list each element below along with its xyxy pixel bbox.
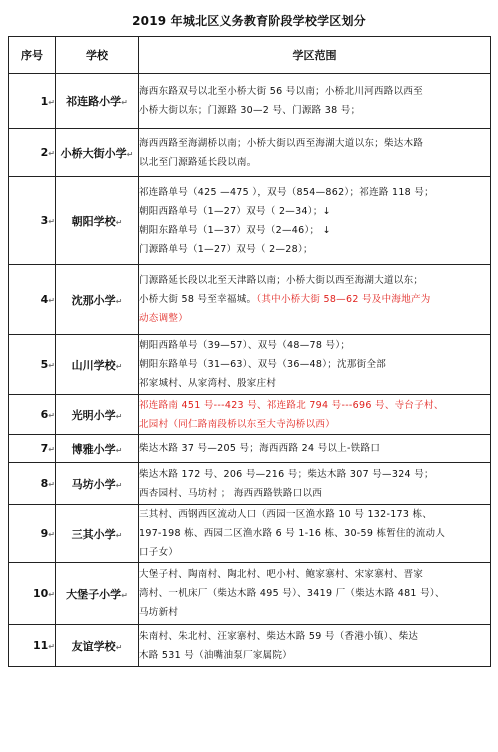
paragraph-mark: ↵: [115, 411, 123, 421]
range-line-text: 口子女）: [139, 547, 179, 558]
range-line: [139, 290, 490, 309]
paragraph-mark: ↵: [115, 480, 123, 490]
range-line-text: 柴达木路 37 号—205 号；海西西路 24 号以上-铁路口: [139, 443, 381, 454]
range-line: [139, 465, 490, 484]
school-name-text: 朝阳学校: [71, 214, 116, 228]
range-line-text: 三其村、西钢西区流动人口（西园一区渔水路 10 号 132-173 栋、: [139, 509, 433, 520]
paragraph-mark: ↵: [48, 480, 55, 489]
row-number: [9, 435, 56, 463]
range-line-text: 朝阳西路单号（39—57）、双号（48—78 号）；: [139, 340, 351, 351]
range-line: [139, 565, 490, 584]
range-line: [139, 82, 490, 101]
row-number-text: 1: [40, 94, 49, 108]
school-name-text: 小桥大街小学: [60, 146, 127, 160]
row-number-text: 5: [40, 358, 49, 371]
school-name: [56, 265, 139, 335]
row-number-text: 4: [40, 293, 49, 306]
district-range: [139, 463, 491, 505]
range-line: [139, 271, 490, 290]
school-name-text: 山川学校: [71, 358, 116, 372]
paragraph-mark: ↵: [48, 411, 55, 420]
row-number-text: 10: [32, 587, 49, 600]
range-line-text: 小桥大街以东；门源路 30—2 号、门源路 38 号；: [139, 105, 361, 116]
range-line: [139, 240, 490, 259]
district-range: [139, 177, 491, 265]
row-number: [9, 177, 56, 265]
row-number-text: 11: [32, 639, 49, 652]
range-line-text: 海西东路双号以北至小桥大街 56 号以南；小桥北川河西路以西至: [139, 86, 423, 97]
row-number: [9, 395, 56, 435]
range-line-text: 朝阳东路单号（1—37）双号（2—46）； ↓: [139, 224, 331, 236]
row-number-text: 7: [40, 442, 49, 455]
school-name-text: 友谊学校: [71, 639, 116, 653]
range-line-text: 祁连路南 451 号---423 号、祁连路北 794 号---696 号、寺台子村、: [139, 399, 444, 411]
range-line: [139, 336, 490, 355]
table-header-row: [9, 37, 491, 74]
range-line-text: 木路 531 号（油嘴油泵厂家属院）: [139, 649, 293, 661]
school-name-text: 光明小学: [71, 408, 116, 422]
range-line: [139, 415, 490, 434]
school-name-text: 大堡子小学: [66, 587, 122, 601]
paragraph-mark: ↵: [115, 361, 123, 371]
row-number: [9, 505, 56, 563]
range-line: [139, 543, 490, 562]
paragraph-mark: ↵: [115, 296, 123, 306]
paragraph-mark: ↵: [48, 445, 55, 454]
table-row: [9, 129, 491, 177]
range-line: [139, 396, 490, 415]
school-name: [56, 563, 139, 625]
row-number: [9, 74, 56, 129]
table-row: [9, 265, 491, 335]
range-line-text: 海西西路至海湖桥以南；小桥大街以西至海湖大道以东；柴达木路: [139, 137, 424, 149]
district-range: [139, 129, 491, 177]
table-row: [9, 74, 491, 129]
range-line-text: 门源路延长段以北至天津路以南；小桥大街以西至海湖大道以东；: [139, 275, 424, 286]
table-body: [9, 74, 491, 667]
range-line-text: 祁家城村、从家湾村、殷家庄村: [139, 378, 277, 389]
school-name: [56, 129, 139, 177]
district-range: [139, 625, 491, 667]
range-line-text: 湾村、一机床厂（柴达木路 495 号）、3419 厂（柴达木路 481 号）、: [139, 588, 445, 599]
school-name-text: 三其小学: [71, 527, 116, 541]
range-line: [139, 183, 490, 202]
range-line: [139, 484, 490, 503]
row-number-text: 2: [40, 146, 49, 159]
paragraph-mark: ↵: [48, 361, 55, 370]
paragraph-mark: ↵: [48, 217, 55, 226]
row-number-text: 6: [40, 408, 49, 421]
paragraph-mark: ↵: [115, 530, 123, 540]
paragraph-mark: ↵: [48, 149, 55, 158]
range-line-text: 朝阳西路单号（1—27）双号（ 2—34）；↓: [139, 205, 331, 217]
range-line-text: 柴达木路 172 号、206 号—216 号；柴达木路 307 号—324 号；: [139, 468, 434, 480]
paragraph-mark: ↵: [115, 217, 123, 227]
range-line: [139, 439, 490, 458]
range-line: [139, 627, 490, 646]
district-range: [139, 335, 491, 395]
range-line: [139, 221, 490, 240]
header-num: 序号: [9, 37, 56, 74]
range-line-text: 马坊新村: [139, 607, 179, 618]
paragraph-mark: ↵: [48, 97, 55, 107]
range-line-text: 祁连路单号（425 —475 ），双号（854—862）；祁连路 118 号；: [139, 186, 434, 198]
table-row: [9, 625, 491, 667]
school-name: [56, 177, 139, 265]
row-number-text: 8: [40, 477, 49, 490]
paragraph-mark: ↵: [126, 149, 134, 159]
range-line-text: 小桥大街 58 号至幸福城。: [139, 294, 257, 305]
range-line-text: 朱南村、朱北村、汪家寨村、柴达木路 59 号（香港小镇）、柴达: [139, 630, 419, 642]
paragraph-mark: ↵: [121, 590, 128, 600]
page-title: 2019 年城北区义务教育阶段学校学区划分: [132, 14, 366, 28]
table-row: [9, 395, 491, 435]
school-name: [56, 463, 139, 505]
table-row: [9, 435, 491, 463]
district-range: [139, 265, 491, 335]
school-name: [56, 74, 139, 129]
range-line: [139, 374, 490, 393]
table-row: [9, 335, 491, 395]
row-number: [9, 463, 56, 505]
row-number: [9, 265, 56, 335]
school-name-text: 马坊小学: [71, 477, 116, 491]
school-name-text: 祁连路小学: [66, 95, 122, 108]
row-number: [9, 129, 56, 177]
school-name-text: 沈那小学: [71, 293, 116, 307]
range-line-text: 197-198 栋、西园二区渔水路 6 号 1-16 栋、30-59 栋暂住的流动人: [139, 528, 446, 539]
paragraph-mark: ↵: [48, 590, 55, 599]
range-line: [139, 646, 490, 665]
district-range: [139, 505, 491, 563]
table-row: [9, 463, 491, 505]
range-line: [139, 584, 490, 603]
paragraph-mark: ↵: [115, 642, 123, 652]
row-number: [9, 625, 56, 667]
school-name: [56, 395, 139, 435]
range-line-text: 西杏园村、马坊村 ； 海西西路铁路口以西: [139, 487, 323, 499]
school-name: [56, 435, 139, 463]
range-line: [139, 603, 490, 622]
row-number: [9, 563, 56, 625]
row-number: [9, 335, 56, 395]
range-line: [139, 524, 490, 543]
paragraph-mark: ↵: [115, 445, 123, 455]
table-row: [9, 563, 491, 625]
range-line-text: 以北至门源路延长段以南。: [139, 156, 257, 168]
school-name-text: 博雅小学: [71, 442, 116, 456]
range-line: [139, 202, 490, 221]
range-line-text: 门源路单号（1—27）双号（ 2—28）；: [139, 243, 313, 255]
district-table: [8, 36, 491, 667]
range-line: [139, 101, 490, 120]
row-number-text: 9: [40, 527, 49, 540]
range-red-note: （其中小桥大街 58—62 号及中海地产为: [256, 294, 431, 305]
range-red-line: 动态调整）: [139, 313, 189, 324]
table-row: [9, 177, 491, 265]
paragraph-mark: ↵: [121, 98, 128, 107]
range-line: [139, 505, 490, 524]
district-range: [139, 395, 491, 435]
district-range: [139, 563, 491, 625]
header-school: 学校: [56, 37, 139, 74]
table-row: [9, 505, 491, 563]
district-range: [139, 74, 491, 129]
row-number-text: 3: [40, 214, 49, 227]
range-line-text: 大堡子村、陶南村、陶北村、吧小村、鲍家寨村、宋家寨村、晋家: [139, 569, 424, 580]
range-line: [139, 153, 490, 172]
school-name: [56, 625, 139, 667]
paragraph-mark: ↵: [48, 296, 55, 305]
school-name: [56, 505, 139, 563]
range-line-text: 北园村（同仁路南段桥以东至大寺沟桥以西）: [139, 418, 336, 430]
school-name: [56, 335, 139, 395]
paragraph-mark: ↵: [48, 642, 55, 651]
paragraph-mark: ↵: [48, 530, 55, 539]
range-line: [139, 355, 490, 374]
range-line-text: 朝阳东路单号（31—63）、双号（36—48）；沈那街全部: [139, 359, 387, 370]
district-range: [139, 435, 491, 463]
header-range: 学区范围: [139, 37, 491, 74]
range-line: [139, 134, 490, 153]
